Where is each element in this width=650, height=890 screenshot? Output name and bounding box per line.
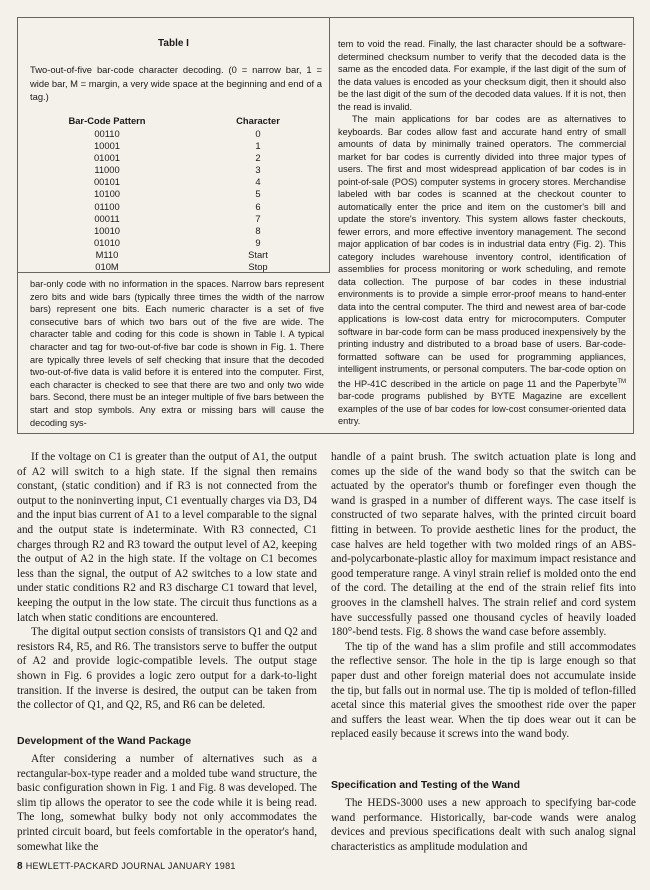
page-number: 8 — [17, 861, 23, 872]
table-header-pattern: Bar-Code Pattern — [68, 115, 146, 126]
table-cell-pattern: 10010 — [93, 224, 121, 236]
table-cell-character: 1 — [255, 140, 261, 152]
table-cell-character: 7 — [255, 212, 261, 224]
body-paragraph: The digital output section consists of transistors Q1 and Q2 and resistors R4, R5, and R6. The transistors serve to buffer the output of A2 and provide logic-compatible levels. The output stage shown in Fig. 6 provides a logic zero output for a dark-to-light transition. If the inverse is desired, the output can be taken from the collector of Q1, and Q2, R5, and R6 can be deleted. — [17, 626, 317, 712]
table-cell-pattern: 00110 — [94, 128, 120, 139]
table-cell-pattern: 01100 — [94, 200, 120, 212]
sidebar-right-paragraph-2a: The main applications for bar codes are as alternatives to keyboards. Bar codes allow fast and accurate hand entry of small amounts of data by minimally trained operators. The commercial market for bar codes is currently divided into three major types of users. The first and most widespread application of bar codes is in point-of-sale (POS) computer systems in grocery stores. Merchandise labeled with bar codes is scanned at the checkout counter to automatically enter the price and item on the customer's bill and update the store's inventory. This system allows faster checkouts, fewer errors, and more effective inventory management. The second major application of bar codes is in industrial data entry (Fig. 2). This category includes warehouse inventory control, identification of assemblies for process monitoring or work scheduling, and remote data collection. The purpose of bar codes in these industrial environments is to provide a simple error-proof means to hand-enter data into the central computer. The third and newest area of bar-code applications is low-cost data entry for microcomputers. Computer software in bar-code form can be mass produced inexpensively by the printing industry and distributed to a broad base of users. Bar-code-formatted software can be used for programming appliances, intelligent instruments, or personal computers. The bar-code option on the HP-41C described in the article on page 11 and the Paperbyte — [338, 114, 626, 389]
body-paragraph: After considering a number of alternatives such as a rectangular-box-type reader and a molded tube wand structure, the basic configuration shown in Fig. 1 and Fig. 8 was developed. The slim tip allows the operator to see the code while it is being read. The long, somewhat bulky body not only accommodates the printed circuit board, but feels comfortable in the operator's hand, somewhat like the — [17, 753, 317, 853]
table-cell-character: 6 — [255, 200, 261, 212]
sidebar-right-paragraph-1: tem to void the read. Finally, the last character should be a software-determined checksum number to verify that the decoded data is the same as the encoded data. For example, if the last digit of the sum of the data values is encoded as your checksum digit, then it should also be the last digit of the sum of the decoded data values. If it is not, then the read is invalid. — [338, 39, 626, 112]
body-paragraph: handle of a paint brush. The switch actuation plate is long and comes up the side of the wand body so that the switch can be actuated by the operator's thumb or forefinger even though the wand is grasped in a number of different ways. The case itself is constructed of two separate halves, with the printed circuit board fitting in between. To provide aesthetic lines for the product, the case halves are held together with two molded rings of an ABS-and-polycarbonate-plastic alloy for maximum impact resistance and good temperature range. A vinyl strain relief is molded onto the end of the cord. The detailing at the end of the strain relief fits into grooves in the clamshell halves. The strain relief and cord system have successfully passed one thousand cycles of heavily loaded 180°-bend tests. Fig. 8 shows the wand case before assembly. — [331, 451, 636, 639]
sidebar-left-text: bar-only code with no information in the spaces. Narrow bars represent zero bits and wide bars (typically three times the width of the narrow bars) represent one bits. Each numeric character is a set of five consecutive bars of which two bars out of the five are wide. The character table and coding for this code is shown in Table I. A typical character and tag for two-out-of-five bar code is shown in Fig. 1. There are typically three levels of self checking that insure that the decoded two-out-of-five data is valid before it is entered into the computer. First, each character is checked to see that there are two and only two wide bars. Second, there must be an integer multiple of five bars between the start and stop symbols. Any extra or missing bars will cause the decoding sys- — [30, 279, 324, 428]
table-cell-pattern: 01001 — [93, 152, 121, 164]
table-cell-pattern: 00011 — [94, 212, 120, 224]
trademark-mark: TM — [617, 378, 626, 385]
section-heading-specification: Specification and Testing of the Wand — [331, 779, 521, 791]
table-cell-pattern: 00101 — [93, 176, 121, 188]
table-header-character: Character — [236, 115, 280, 126]
table-cell-character: 8 — [255, 224, 261, 236]
section-heading-wand-package: Development of the Wand Package — [17, 735, 192, 747]
table-cell-pattern: 10001 — [93, 140, 121, 152]
table-cell-character: 5 — [255, 188, 261, 200]
table-column-patterns — [62, 128, 152, 273]
table-cell-character: 3 — [255, 164, 261, 176]
body-right-column-bottom — [331, 796, 636, 854]
body-left-column — [17, 450, 317, 713]
sidebar-right-paragraph-2 — [338, 113, 626, 428]
table-column-characters — [213, 128, 303, 273]
table-cell-pattern: M110 — [95, 248, 119, 260]
sidebar-right-paragraph-2b: bar-code programs published by BYTE Magazine are excellent examples of the use of bar codes for low-cost consumer-oriented data entry. — [338, 391, 626, 427]
table-cell-character: 4 — [255, 176, 261, 188]
body-paragraph: The HEDS-3000 uses a new approach to specifying bar-code wand performance. Historically, bar-code wands were analog devices and previous specifications dealt with such analog signal characteristics as amplitude modulation and — [331, 797, 636, 853]
table-cell-pattern: 010M — [95, 261, 119, 273]
table-cell-character: 0 — [255, 128, 261, 139]
table-cell-pattern: 01010 — [93, 236, 121, 248]
table-cell-pattern: 10100 — [93, 188, 121, 200]
publication-name: HEWLETT-PACKARD JOURNAL JANUARY 1981 — [25, 861, 236, 871]
table-cell-character: 2 — [255, 152, 261, 164]
table-cell-pattern: 11000 — [94, 164, 120, 176]
body-right-column — [331, 450, 636, 742]
table-cell-character: Start — [248, 248, 268, 260]
page-footer — [17, 861, 236, 872]
body-paragraph: If the voltage on C1 is greater than the output of A1, the output of A2 will switch to a high state. If the signal then remains constant, (static condition) and if R3 is not connected from the output to the noninverting input, C1 eventually charges via D3, D4 and the input bias current of A1 to a level comparable to the signal and the output state is indeterminate. With R3 connected, C1 charges through R2 and R3 toward the output level of A2, keeping the output of A2 in the high state. If the voltage on C1 becomes less than the signal, the output of A2 switches to a low state and under static conditions R2 and R3 discharge C1 toward that level, keeping the output in the low state. The circuit thus functions as a latch when static conditions are encountered. — [17, 451, 317, 624]
body-paragraph: The tip of the wand has a slim profile and still accommodates the reflective sensor. The hole in the tip is large enough so that paper dust and other foreign material does not accumulate inside the tip, but falls out in normal use. The tip is molded of teflon-filled acetal since this material gives the smoothest ride over the paper and suffers the least wear. When the tip does wear out it can be replaced easily because it screws into the wand body. — [331, 640, 636, 741]
table-title: Table I — [158, 38, 189, 49]
table-caption: Two-out-of-five bar-code character decoding. (0 = narrow bar, 1 = wide bar, M = margin, a very wide space at the beginning and end of a tag.) — [30, 64, 322, 103]
body-left-column-bottom — [17, 752, 317, 854]
table-cell-character: Stop — [248, 261, 268, 273]
sidebar-right-text — [338, 38, 626, 428]
table-cell-character: 9 — [255, 236, 261, 248]
